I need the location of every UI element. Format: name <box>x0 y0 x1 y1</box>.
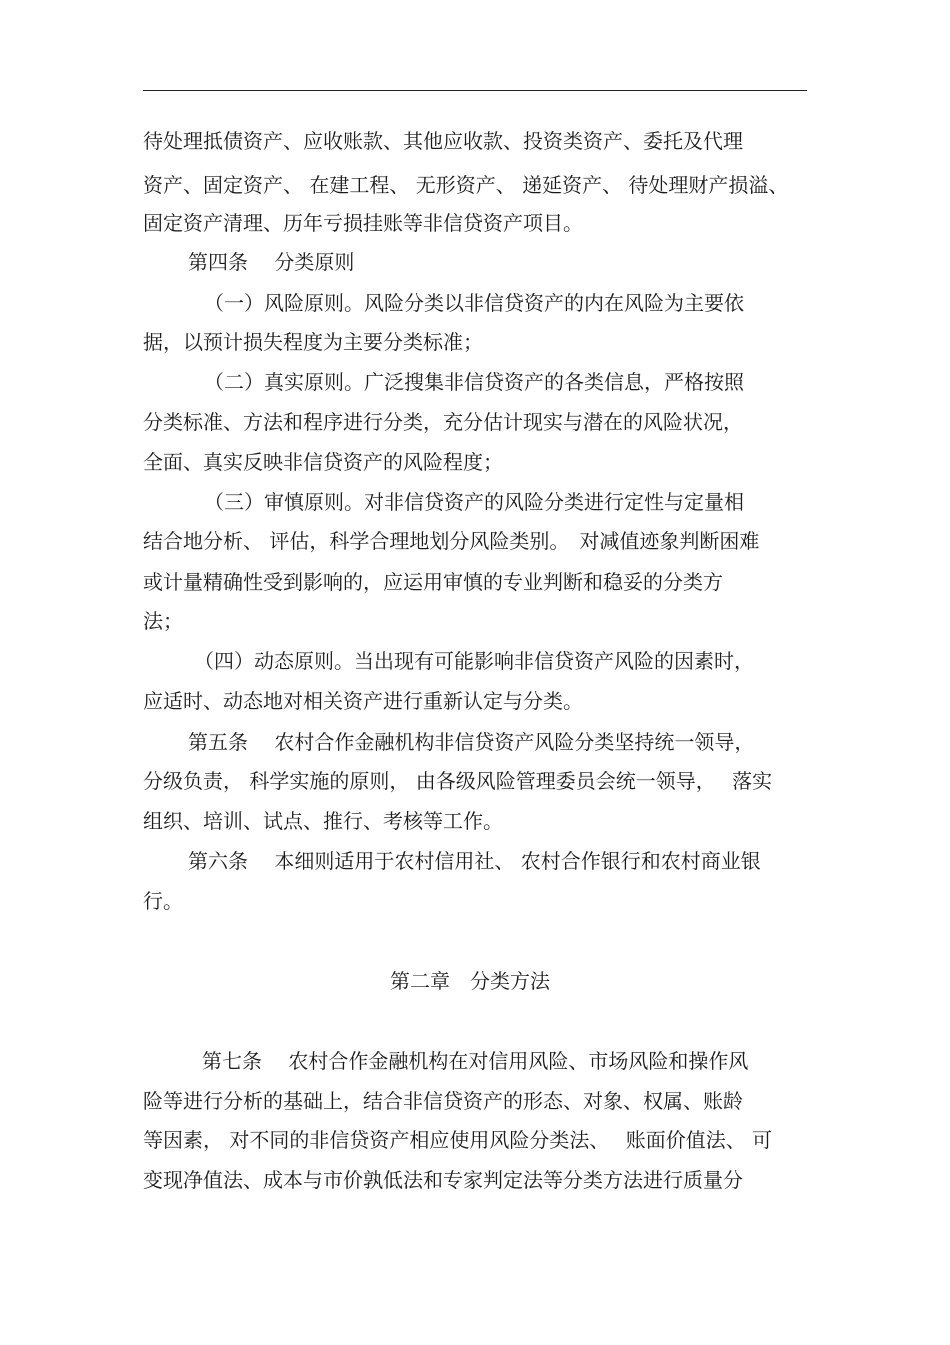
text-line: （二）真实原则。广泛搜集非信贷资产的各类信息，严格按照 <box>204 370 744 394</box>
text-line: 全面、真实反映非信贷资产的风险程度； <box>143 450 503 474</box>
text-line: （一）风险原则。风险分类以非信贷资产的内在风险为主要依 <box>204 291 744 315</box>
text-line: 结合地分析、 评估，科学合理地划分风险类别。 对减值迹象判断困难 <box>143 529 760 553</box>
text-line: 据，以预计损失程度为主要分类标准； <box>143 330 483 354</box>
article-heading: 第四条 分类原则 <box>188 250 355 274</box>
text-line: 待处理抵债资产、应收账款、其他应收款、投资类资产、委托及代理 <box>143 129 743 153</box>
text-line: 组织、培训、试点、推行、考核等工作。 <box>143 809 503 833</box>
text-line: 应适时、动态地对相关资产进行重新认定与分类。 <box>143 689 583 713</box>
text-line: 险等进行分析的基础上，结合非信贷资产的形态、对象、权属、账龄 <box>143 1089 743 1113</box>
text-line: 或计量精确性受到影响的，应运用审慎的专业判断和稳妥的分类方 <box>143 570 723 594</box>
text-line: 行。 <box>143 889 183 913</box>
text-line: 固定资产清理、历年亏损挂账等非信贷资产项目。 <box>143 211 583 235</box>
text-line: 资产、固定资产、 在建工程、 无形资产、 递延资产、 待处理财产损溢、 <box>143 173 789 197</box>
article-heading: 第六条 本细则适用于农村信用社、 农村合作银行和农村商业银 <box>188 849 761 873</box>
header-rule <box>143 90 807 91</box>
text-line: 法； <box>143 609 183 633</box>
text-line: 分级负责， 科学实施的原则， 由各级风险管理委员会统一领导， 落实 <box>143 769 773 793</box>
text-line: 等因素， 对不同的非信贷资产相应使用风险分类法、 账面价值法、 可 <box>143 1128 773 1152</box>
chapter-title: 第二章 分类方法 <box>390 969 550 993</box>
text-line: 变现净值法、成本与市价孰低法和专家判定法等分类方法进行质量分 <box>143 1168 743 1192</box>
text-line: （四）动态原则。当出现有可能影响非信贷资产风险的因素时， <box>194 649 754 673</box>
text-line: （三）审慎原则。对非信贷资产的风险分类进行定性与定量相 <box>204 490 744 514</box>
text-line: 分类标准、方法和程序进行分类，充分估计现实与潜在的风险状况， <box>143 410 743 434</box>
article-heading: 第五条 农村合作金融机构非信贷资产风险分类坚持统一领导， <box>188 730 755 754</box>
article-heading: 第七条 农村合作金融机构在对信用风险、市场风险和操作风 <box>202 1049 749 1073</box>
